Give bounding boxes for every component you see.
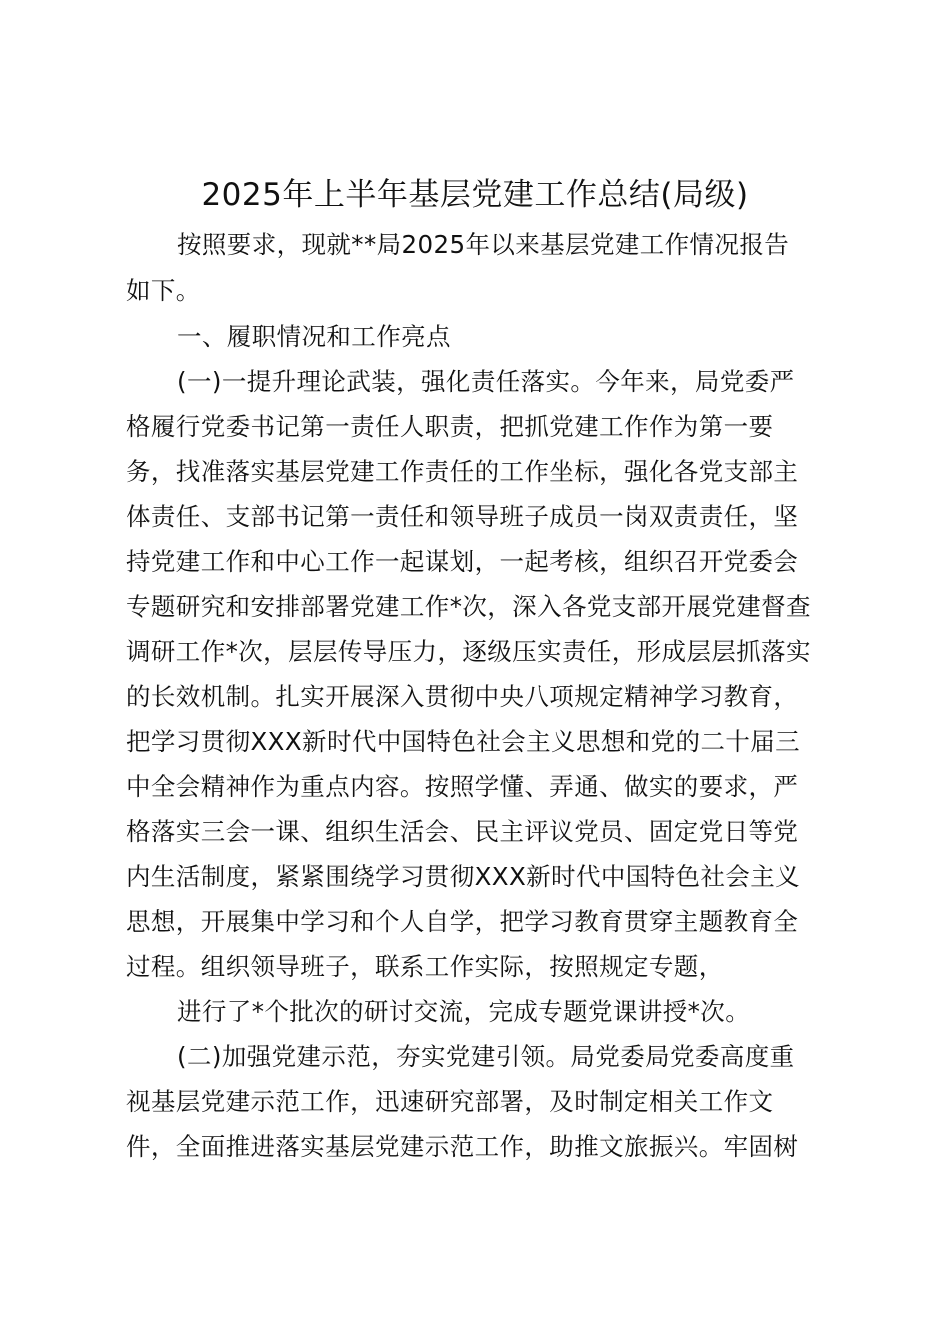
paragraph-line: 把学习贯彻XXX新时代中国特色社会主义思想和党的二十届三 <box>126 727 801 756</box>
paragraph-line: (一)一提升理论武装，强化责任落实。今年来，局党委严 <box>177 367 795 396</box>
paragraph-line: 按照要求，现就**局2025年以来基层党建工作情况报告 <box>177 230 790 259</box>
paragraph-line: (二)加强党建示范，夯实党建引领。局党委局党委高度重 <box>177 1042 795 1071</box>
paragraph-line: 过程。组织领导班子，联系工作实际，按照规定专题， <box>126 952 724 981</box>
paragraph-line: 格落实三会一课、组织生活会、民主评议党员、固定党日等党 <box>126 817 799 846</box>
paragraph-line: 格履行党委书记第一责任人职责，把抓党建工作作为第一要 <box>126 412 774 441</box>
paragraph-line: 务，找准落实基层党建工作责任的工作坐标，强化各党支部主 <box>126 457 799 486</box>
document-title: 2025年上半年基层党建工作总结(局级) <box>201 177 749 213</box>
paragraph-line: 调研工作*次，层层传导压力，逐级压实责任，形成层层抓落实 <box>126 637 811 666</box>
paragraph-line: 专题研究和安排部署党建工作*次，深入各党支部开展党建督查 <box>126 592 811 621</box>
paragraph-line: 思想，开展集中学习和个人自学，把学习教育贯穿主题教育全 <box>126 907 799 936</box>
paragraph-line: 进行了*个批次的研讨交流，完成专题党课讲授*次。 <box>177 997 751 1026</box>
paragraph-line: 中全会精神作为重点内容。按照学懂、弄通、做实的要求，严 <box>126 772 799 801</box>
paragraph-line: 体责任、支部书记第一责任和领导班子成员一岗双责责任，坚 <box>126 502 799 531</box>
paragraph-line: 内生活制度，紧紧围绕学习贯彻XXX新时代中国特色社会主义 <box>126 862 801 891</box>
paragraph-line: 的长效机制。扎实开展深入贯彻中央八项规定精神学习教育， <box>126 682 799 711</box>
paragraph-line: 视基层党建示范工作，迅速研究部署，及时制定相关工作文 <box>126 1087 774 1116</box>
paragraph-line: 持党建工作和中心工作一起谋划，一起考核，组织召开党委会 <box>126 547 799 576</box>
section-heading: 一、履职情况和工作亮点 <box>177 322 451 351</box>
paragraph-line: 如下。 <box>126 276 201 305</box>
paragraph-line: 件，全面推进落实基层党建示范工作，助推文旅振兴。牢固树 <box>126 1132 799 1161</box>
